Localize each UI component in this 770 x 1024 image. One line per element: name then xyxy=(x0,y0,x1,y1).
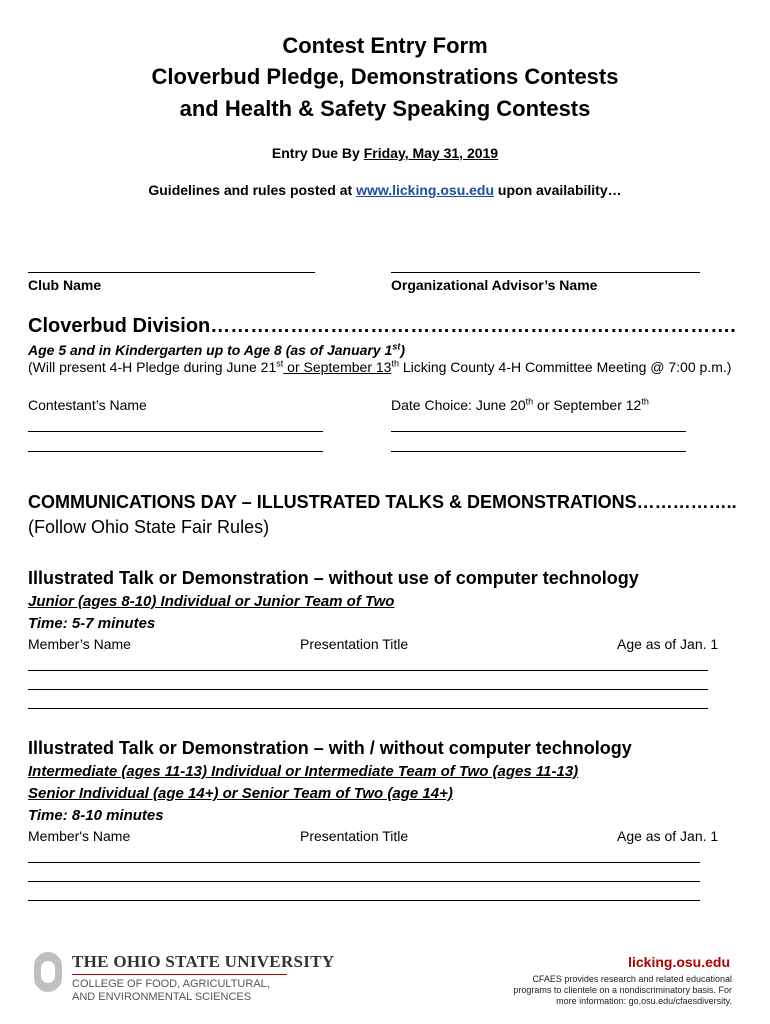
college-line-1: COLLEGE OF FOOD, AGRICULTURAL, xyxy=(72,978,270,990)
college-line-2: AND ENVIRONMENTAL SCIENCES xyxy=(72,991,252,1003)
communications-subheading: (Follow Ohio State Fair Rules) xyxy=(28,517,270,537)
contestant-name-label: Contestant’s Name xyxy=(28,397,147,413)
date-sup-2: th xyxy=(641,396,649,407)
section2-age-header: Age as of Jan. 1 xyxy=(617,828,719,844)
contestant-name-line-1[interactable] xyxy=(28,431,323,432)
section1-heading: Illustrated Talk or Demonstration – without use of computer technology xyxy=(28,568,639,588)
entry-due-line xyxy=(0,145,770,161)
pledge-text-a: (Will present 4-H Pledge during June 21 xyxy=(28,359,277,375)
date-text-b: or September 12 xyxy=(533,397,642,413)
form-title: Contest Entry Form xyxy=(282,33,488,58)
age-text-b: ) xyxy=(400,342,406,358)
entry-due-date: Friday, May 31, 2019 xyxy=(363,145,499,161)
club-name-line[interactable] xyxy=(28,272,315,273)
advisor-name-label: Organizational Advisor’s Name xyxy=(391,277,598,293)
section2-entry-line-1[interactable] xyxy=(28,862,700,863)
cloverbud-age-line xyxy=(28,342,405,358)
cloverbud-heading: Cloverbud Division……………………………………………………………………. xyxy=(28,315,736,337)
guidelines-prefix: Guidelines and rules posted at xyxy=(148,182,357,198)
date-text-a: Date Choice: June 20 xyxy=(391,397,526,413)
section1-member-header: Member’s Name xyxy=(28,636,131,652)
college-name xyxy=(72,978,270,1004)
form-subtitle-1: Cloverbud Pledge, Demonstrations Contests xyxy=(151,64,619,89)
disclaimer-line-3: more information: go.osu.edu/cfaesdiversity. xyxy=(556,996,732,1006)
section2-entry-line-2[interactable] xyxy=(28,881,700,882)
section1-title-header: Presentation Title xyxy=(300,636,409,652)
university-divider xyxy=(72,974,287,975)
date-choice-line-2[interactable] xyxy=(391,451,686,452)
entry-due-prefix: Entry Due By xyxy=(271,145,364,161)
pledge-line xyxy=(28,359,731,375)
county-website[interactable]: licking.osu.edu xyxy=(628,954,730,970)
disclaimer-line-2: programs to clientele on a nondiscriminatory basis. For xyxy=(513,985,732,995)
section1-time: Time: 5-7 minutes xyxy=(28,615,156,632)
pledge-sup-1: st xyxy=(276,358,284,369)
section2-division-1: Intermediate (ages 11-13) Individual or Intermediate Team of Two (ages 11-13) xyxy=(28,763,579,780)
club-name-label: Club Name xyxy=(28,277,102,293)
section2-time: Time: 8-10 minutes xyxy=(28,807,164,824)
section1-entry-line-3[interactable] xyxy=(28,708,708,709)
form-subtitle-2: and Health & Safety Speaking Contests xyxy=(179,96,591,121)
pledge-text-c: Licking County 4-H Committee Meeting @ 7:00 p.m.) xyxy=(398,359,732,375)
date-choice-label xyxy=(391,397,649,413)
age-sup: st xyxy=(392,341,401,352)
section1-division: Junior (ages 8-10) Individual or Junior Team of Two xyxy=(28,593,395,610)
section2-heading: Illustrated Talk or Demonstration – with / without computer technology xyxy=(28,738,632,758)
osu-block-o-inner xyxy=(41,961,55,983)
advisor-name-line[interactable] xyxy=(391,272,700,273)
guidelines-suffix: upon availability… xyxy=(494,182,622,198)
university-name: THE OHIO STATE UNIVERSITY xyxy=(72,952,335,971)
date-choice-line-1[interactable] xyxy=(391,431,686,432)
section2-division-2: Senior Individual (age 14+) or Senior Team of Two (age 14+) xyxy=(28,785,453,802)
pledge-sup-2: th xyxy=(391,358,399,369)
section2-member-header: Member's Name xyxy=(28,828,131,844)
nondiscrimination-statement xyxy=(500,974,732,1007)
section2-entry-line-3[interactable] xyxy=(28,900,700,901)
date-sup-1: th xyxy=(525,396,534,407)
section1-age-header: Age as of Jan. 1 xyxy=(617,636,719,652)
section1-entry-line-1[interactable] xyxy=(28,670,708,671)
guidelines-link[interactable]: www.licking.osu.edu xyxy=(356,182,495,198)
section2-title-header: Presentation Title xyxy=(300,828,409,844)
communications-heading: COMMUNICATIONS DAY – ILLUSTRATED TALKS & DEMONSTRATIONS…………….. xyxy=(28,492,737,512)
age-text-a: Age 5 and in Kindergarten up to Age 8 (as of January 1 xyxy=(28,342,393,358)
section1-entry-line-2[interactable] xyxy=(28,689,708,690)
pledge-text-b: or September 13 xyxy=(283,359,392,375)
disclaimer-line-1: CFAES provides research and related educational xyxy=(532,974,732,984)
guidelines-line xyxy=(0,182,770,198)
contestant-name-line-2[interactable] xyxy=(28,451,323,452)
